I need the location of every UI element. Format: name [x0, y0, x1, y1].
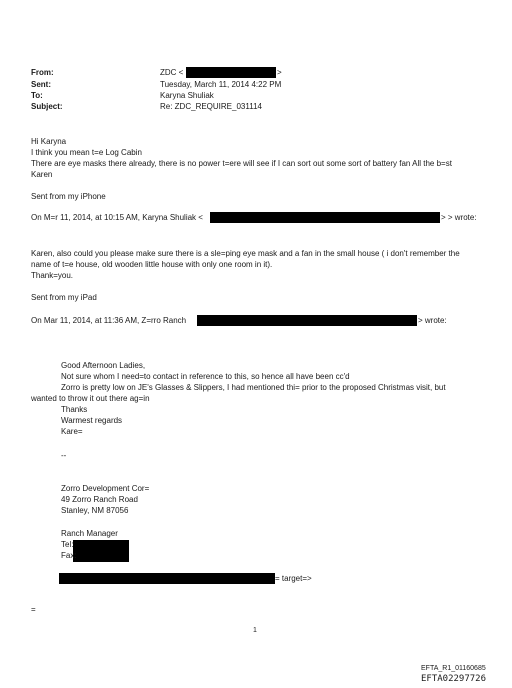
- sent-label: Sent:: [31, 80, 51, 89]
- quote-header-suffix: > wrote:: [418, 316, 447, 325]
- to-label: To:: [31, 91, 43, 100]
- role: Ranch Manager: [61, 529, 118, 538]
- body-line: I think you mean t=e Log Cabin: [31, 148, 142, 157]
- quote-header: On M=r 11, 2014, at 10:15 AM, Karyna Shuliak <: [31, 213, 203, 222]
- subject-value: Re: ZDC_REQUIRE_031114: [160, 102, 262, 111]
- body-line: There are eye masks there already, there is no power t=ere will see if I can sort out some sort of battery fan All the b=st: [31, 159, 452, 168]
- address-line: Stanley, NM 87056: [61, 506, 129, 515]
- quote-line: Not sure whom I need=to contact in reference to this, so hence all have been cc'd: [61, 372, 350, 381]
- bates-number: EFTA02297726: [421, 674, 487, 684]
- quote-header: On Mar 11, 2014, at 11:36 AM, Z=rro Ranch: [31, 316, 187, 325]
- quote-line: Good Afternoon Ladies,: [61, 361, 146, 370]
- quote-line: wanted to throw it out there ag=in: [31, 394, 150, 403]
- sent-value: Tuesday, March 11, 2014 4:22 PM: [160, 80, 282, 89]
- sent-from-iphone: Sent from my iPhone: [31, 192, 106, 201]
- bates-number: EFTA_R1_01160685: [421, 665, 486, 672]
- from-suffix: >: [277, 68, 282, 77]
- greeting: Hi Karyna: [31, 137, 67, 146]
- signature-separator: --: [61, 451, 67, 460]
- redaction-bar: [210, 212, 440, 223]
- to-value: Karyna Shuliak: [160, 91, 214, 100]
- company-name: Zorro Development Cor=: [61, 484, 150, 493]
- redaction-bar: [186, 67, 276, 78]
- quote-line: Warmest regards: [61, 416, 123, 425]
- quote-header-suffix: > > wrote:: [441, 213, 477, 222]
- quote-line: Thank=you.: [31, 271, 74, 280]
- quote-line: Thanks: [61, 405, 88, 414]
- subject-label: Subject:: [31, 102, 63, 111]
- address-line: 49 Zorro Ranch Road: [61, 495, 138, 504]
- quote-line: Kare=: [61, 427, 83, 436]
- quote-line: name of t=e house, old wooden little house with only one room in it).: [31, 260, 273, 269]
- quote-line: Karen, also could you please make sure there is a sle=ping eye mask and a fan in the small house ( i don't remember the: [31, 249, 460, 258]
- sent-from-ipad: Sent from my iPad: [31, 293, 97, 302]
- fax-label: Fax:: [61, 551, 77, 560]
- from-label: From:: [31, 68, 54, 77]
- redaction-bar: [59, 573, 275, 584]
- target-suffix: = target=>: [275, 574, 312, 583]
- redaction-bar: [73, 540, 129, 562]
- body-line: Karen: [31, 170, 53, 179]
- from-value: ZDC <: [160, 68, 184, 77]
- equals-mark: =: [31, 605, 36, 614]
- quote-line: Zorro is pretty low on JE's Glasses & Slippers, I had mentioned thi= prior to the proposed Christmas visit, but: [61, 383, 446, 392]
- page-number: 1: [253, 627, 257, 634]
- redaction-bar: [197, 315, 417, 326]
- tel-label: Tel:: [61, 540, 74, 549]
